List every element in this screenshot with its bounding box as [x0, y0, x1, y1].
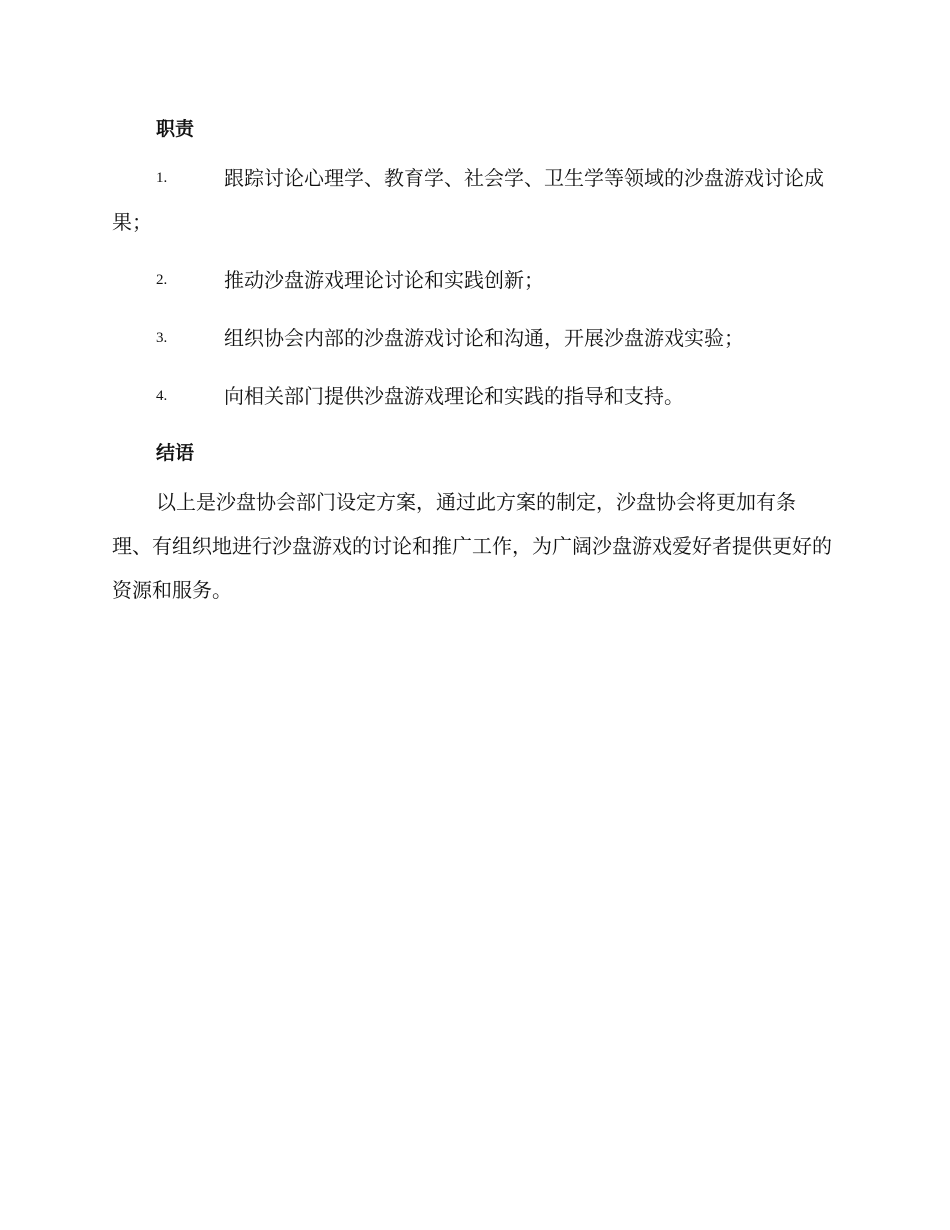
list-item-number: 4. [156, 388, 168, 404]
list-item-number: 3. [156, 330, 168, 346]
list-item-number: 1. [156, 170, 168, 186]
list-item [112, 258, 832, 302]
conclusion-heading: 结语 [156, 442, 195, 464]
conclusion-paragraph: 以上是沙盘协会部门设定方案，通过此方案的制定，沙盘协会将更加有条理、有组织地进行沙盘游戏的讨论和推广工作，为广阔沙盘游戏爱好者提供更好的资源和服务。 [112, 490, 832, 602]
list-item-text: 向相关部门提供沙盘游戏理论和实践的指导和支持。 [224, 384, 684, 408]
duties-list [112, 156, 832, 418]
duties-heading: 职责 [156, 118, 195, 140]
list-item-text: 推动沙盘游戏理论讨论和实践创新； [224, 268, 544, 292]
list-item-text: 组织协会内部的沙盘游戏讨论和沟通，开展沙盘游戏实验； [224, 326, 744, 350]
list-item-number: 2. [156, 272, 168, 288]
list-item [112, 156, 832, 244]
document-content [112, 112, 832, 612]
list-item [112, 374, 832, 418]
list-item-text: 跟踪讨论心理学、教育学、社会学、卫生学等领域的沙盘游戏讨论成果； [112, 166, 824, 234]
list-item [112, 316, 832, 360]
